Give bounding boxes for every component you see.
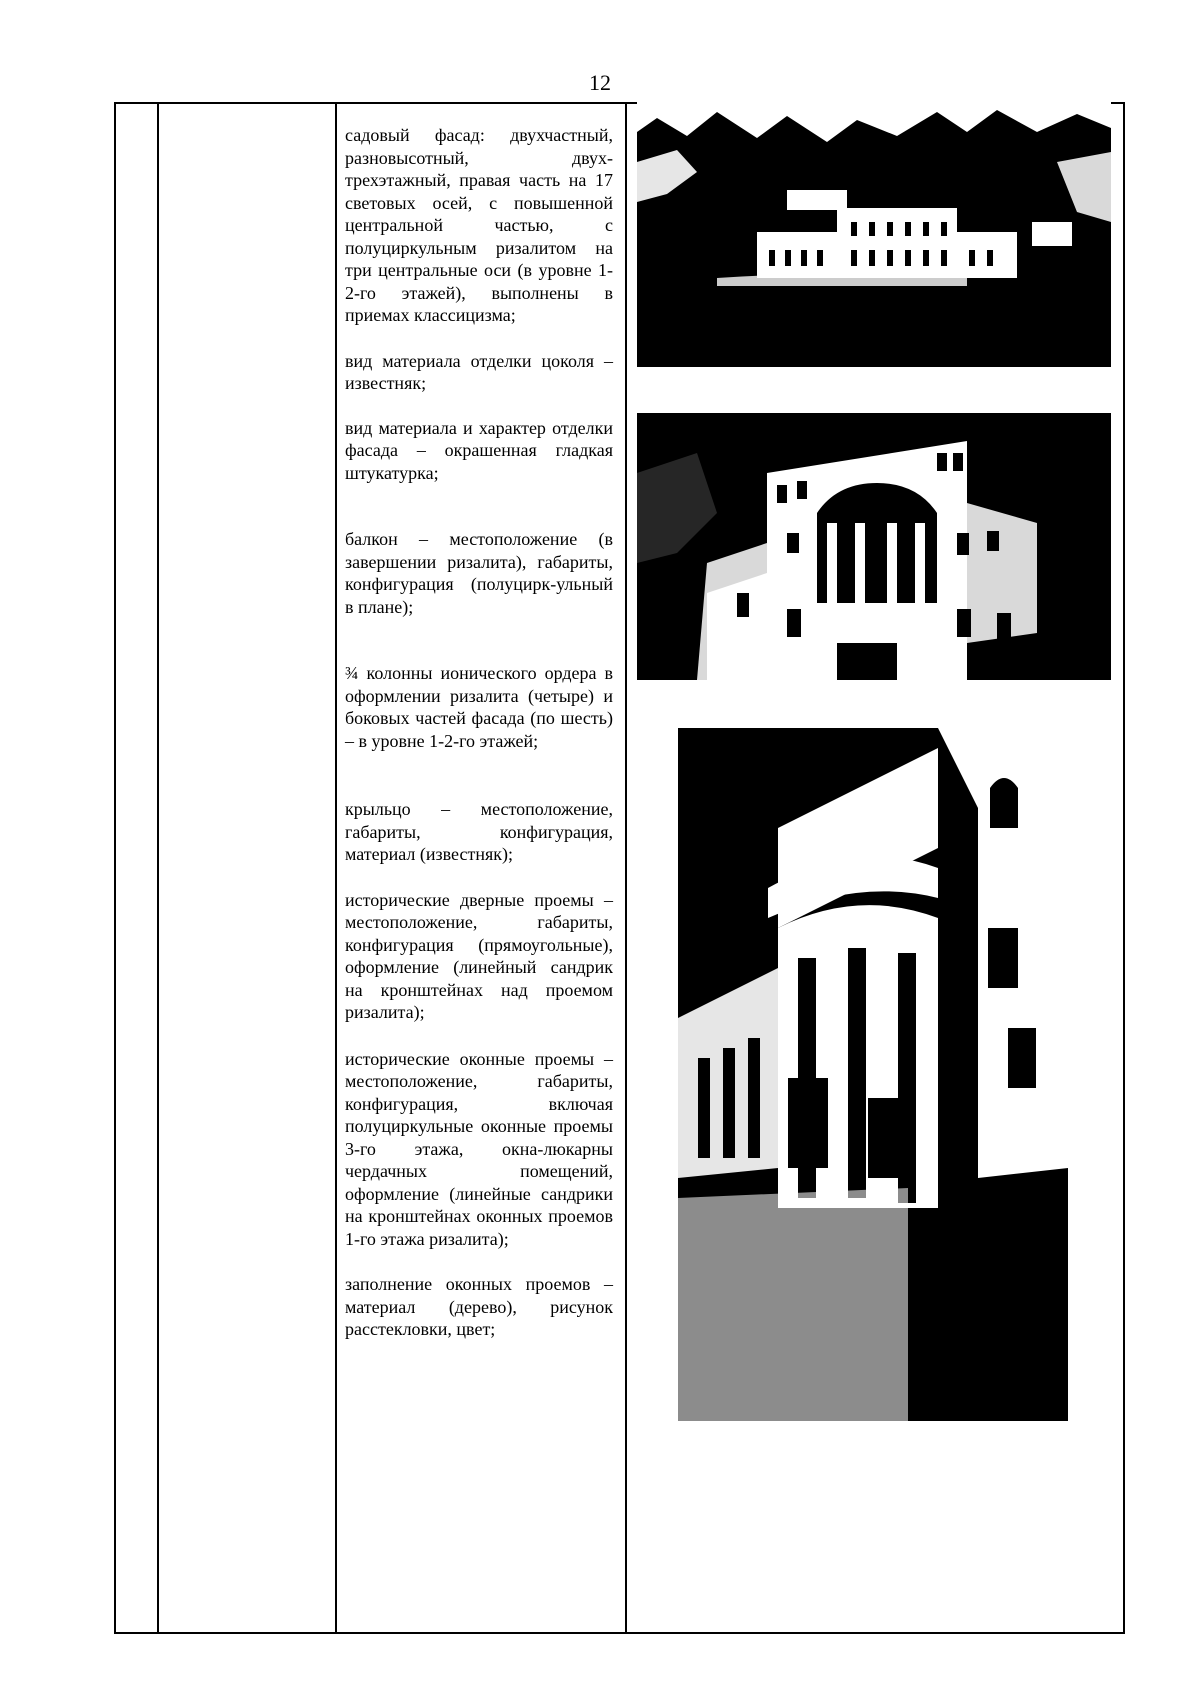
description-plinth-material: вид материала отделки цоколя – известняк; bbox=[345, 350, 613, 393]
description-porch: крыльцо – местоположение, габариты, конфигурация, материал (известняк); bbox=[345, 799, 613, 864]
photo-garden-facade bbox=[637, 102, 1111, 367]
description-column bbox=[345, 124, 613, 1341]
description-door-openings: исторические дверные проемы – местоположение, габариты, конфигурация (прямоугольные), оформление (линейный сандрик на кронштейнах над проемом ризалита); bbox=[345, 889, 613, 1022]
description-ionic-columns: ¾ колонны ионического ордера в оформлении ризалита (четыре) и боковых частей фасада (по шесть) – в уровне 1-2-го этажей; bbox=[345, 663, 613, 751]
description-balcony: балкон – местоположение (в завершении ризалита), габариты, конфигурация (полуцирк-ульный в плане); bbox=[345, 529, 613, 617]
description-window-openings: исторические оконные проемы – местоположение, габариты, конфигурация, включая полуциркульные оконные проемы 3-го этажа, окна-люкарны чердачных помещений, оформление (линейные сандрики на кронштейнах оконных проемов 1-го этажа ризалита); bbox=[345, 1048, 613, 1249]
column-divider-2 bbox=[335, 102, 337, 1634]
description-window-fillings: заполнение оконных проемов – материал (дерево), рисунок расстекловки, цвет; bbox=[345, 1274, 613, 1339]
description-facade-finish: вид материала и характер отделки фасада – окрашенная гладкая штукатурка; bbox=[345, 417, 613, 483]
column-divider-1 bbox=[157, 102, 159, 1634]
description-garden-facade: садовый фасад: двухчастный, разновысотный, двух-трехэтажный, правая часть на 17 световых осей, с повышенной центральной частью, с полуциркульным ризалитом на три центральные оси (в уровне 1-2-го этажей), выполнены в приемах классицизма; bbox=[345, 125, 613, 325]
column-divider-3 bbox=[625, 102, 627, 1634]
photo-risalit-columns bbox=[678, 728, 1068, 1421]
page-number: 12 bbox=[589, 70, 611, 95]
photo-risalit-facade bbox=[637, 413, 1111, 680]
